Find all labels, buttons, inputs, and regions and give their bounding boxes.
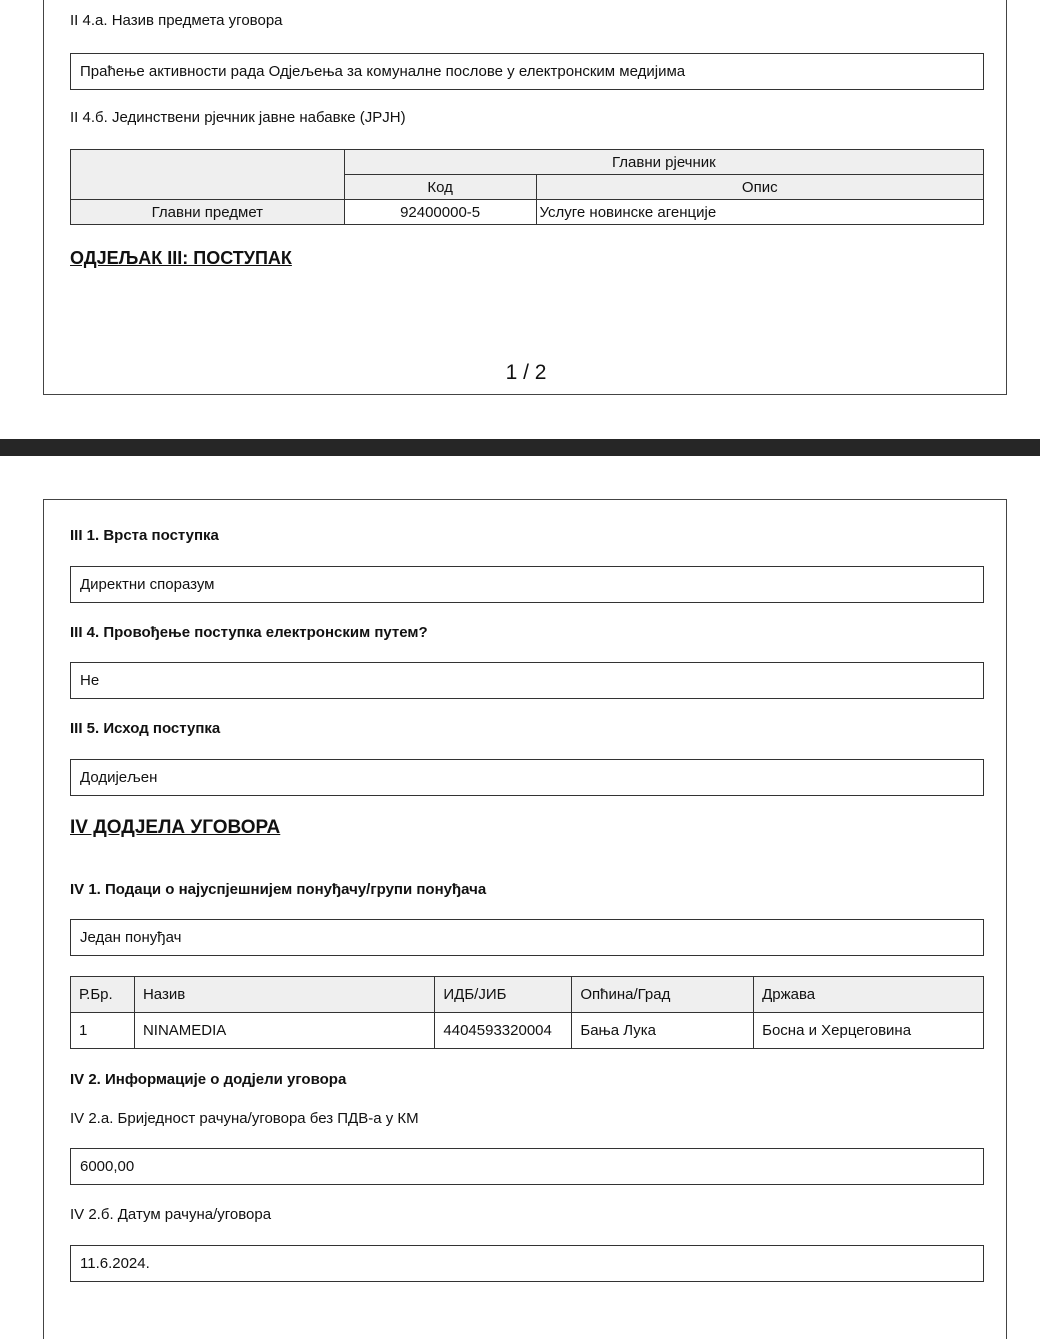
- contract-subject-field: Праћење активности рада Одјељења за комуналне послове у електронским медијима: [70, 53, 984, 90]
- procedure-type-label: III 1. Врста поступка: [70, 527, 219, 544]
- award-info-label: IV 2. Информације о додјели уговора: [70, 1071, 347, 1088]
- contract-value-label: IV 2.а. Бриједност рачуна/уговора без ПДВ-а у КМ: [70, 1110, 419, 1127]
- municipality-cell: Бања Лука: [572, 1013, 754, 1049]
- country-cell: Босна и Херцеговина: [754, 1013, 984, 1049]
- description-column-header: Опис: [536, 175, 984, 200]
- name-column-header: Назив: [134, 977, 434, 1013]
- section-3-heading: ОДЈЕЉАК III: ПОСТУПАК: [70, 248, 292, 268]
- contract-date-label: IV 2.б. Датум рачуна/уговора: [70, 1206, 272, 1223]
- id-cell: 4404593320004: [435, 1013, 572, 1049]
- procurement-vocabulary-table: [70, 149, 984, 225]
- page-separator: [0, 439, 1040, 456]
- document-page-1: [43, 0, 1007, 395]
- electronic-procedure-label: III 4. Провођење поступка електронским путем?: [70, 624, 428, 641]
- section-4-heading: IV ДОДЈЕЛА УГОВОРА: [70, 817, 281, 838]
- rb-cell: 1: [71, 1013, 135, 1049]
- procedure-type-field: Директни споразум: [70, 566, 984, 603]
- procedure-outcome-label: III 5. Исход поступка: [70, 720, 221, 737]
- country-column-header: Држава: [754, 977, 984, 1013]
- bidders-table: [70, 976, 984, 1049]
- main-vocabulary-header: Главни рјечник: [344, 150, 983, 175]
- description-cell: Услуге новинске агенције: [536, 200, 984, 225]
- table-row: [71, 200, 984, 225]
- procurement-vocabulary-label: II 4.б. Јединствени рјечник јавне набавке (JPJH): [70, 109, 406, 126]
- document-page-2: [43, 499, 1007, 1339]
- code-column-header: Код: [344, 175, 536, 200]
- rb-column-header: Р.Бр.: [71, 977, 135, 1013]
- best-bidder-label: IV 1. Подаци о најуспјешнијем понуђачу/групи понуђача: [70, 881, 487, 898]
- page-number: 1 / 2: [505, 361, 547, 384]
- id-column-header: ИДБ/ЈИБ: [435, 977, 572, 1013]
- contract-value-field: 6000,00: [70, 1148, 984, 1185]
- best-bidder-field: Један понуђач: [70, 919, 984, 956]
- table-row: [71, 1013, 984, 1049]
- code-cell: 92400000-5: [344, 200, 536, 225]
- table-corner-cell: [71, 150, 345, 200]
- contract-subject-label: II 4.а. Назив предмета уговора: [70, 12, 283, 29]
- electronic-procedure-field: Не: [70, 662, 984, 699]
- contract-date-field: 11.6.2024.: [70, 1245, 984, 1282]
- procedure-outcome-field: Додијељен: [70, 759, 984, 796]
- municipality-column-header: Опћина/Град: [572, 977, 754, 1013]
- name-cell: NINAMEDIA: [134, 1013, 434, 1049]
- main-subject-cell: Главни предмет: [71, 200, 345, 225]
